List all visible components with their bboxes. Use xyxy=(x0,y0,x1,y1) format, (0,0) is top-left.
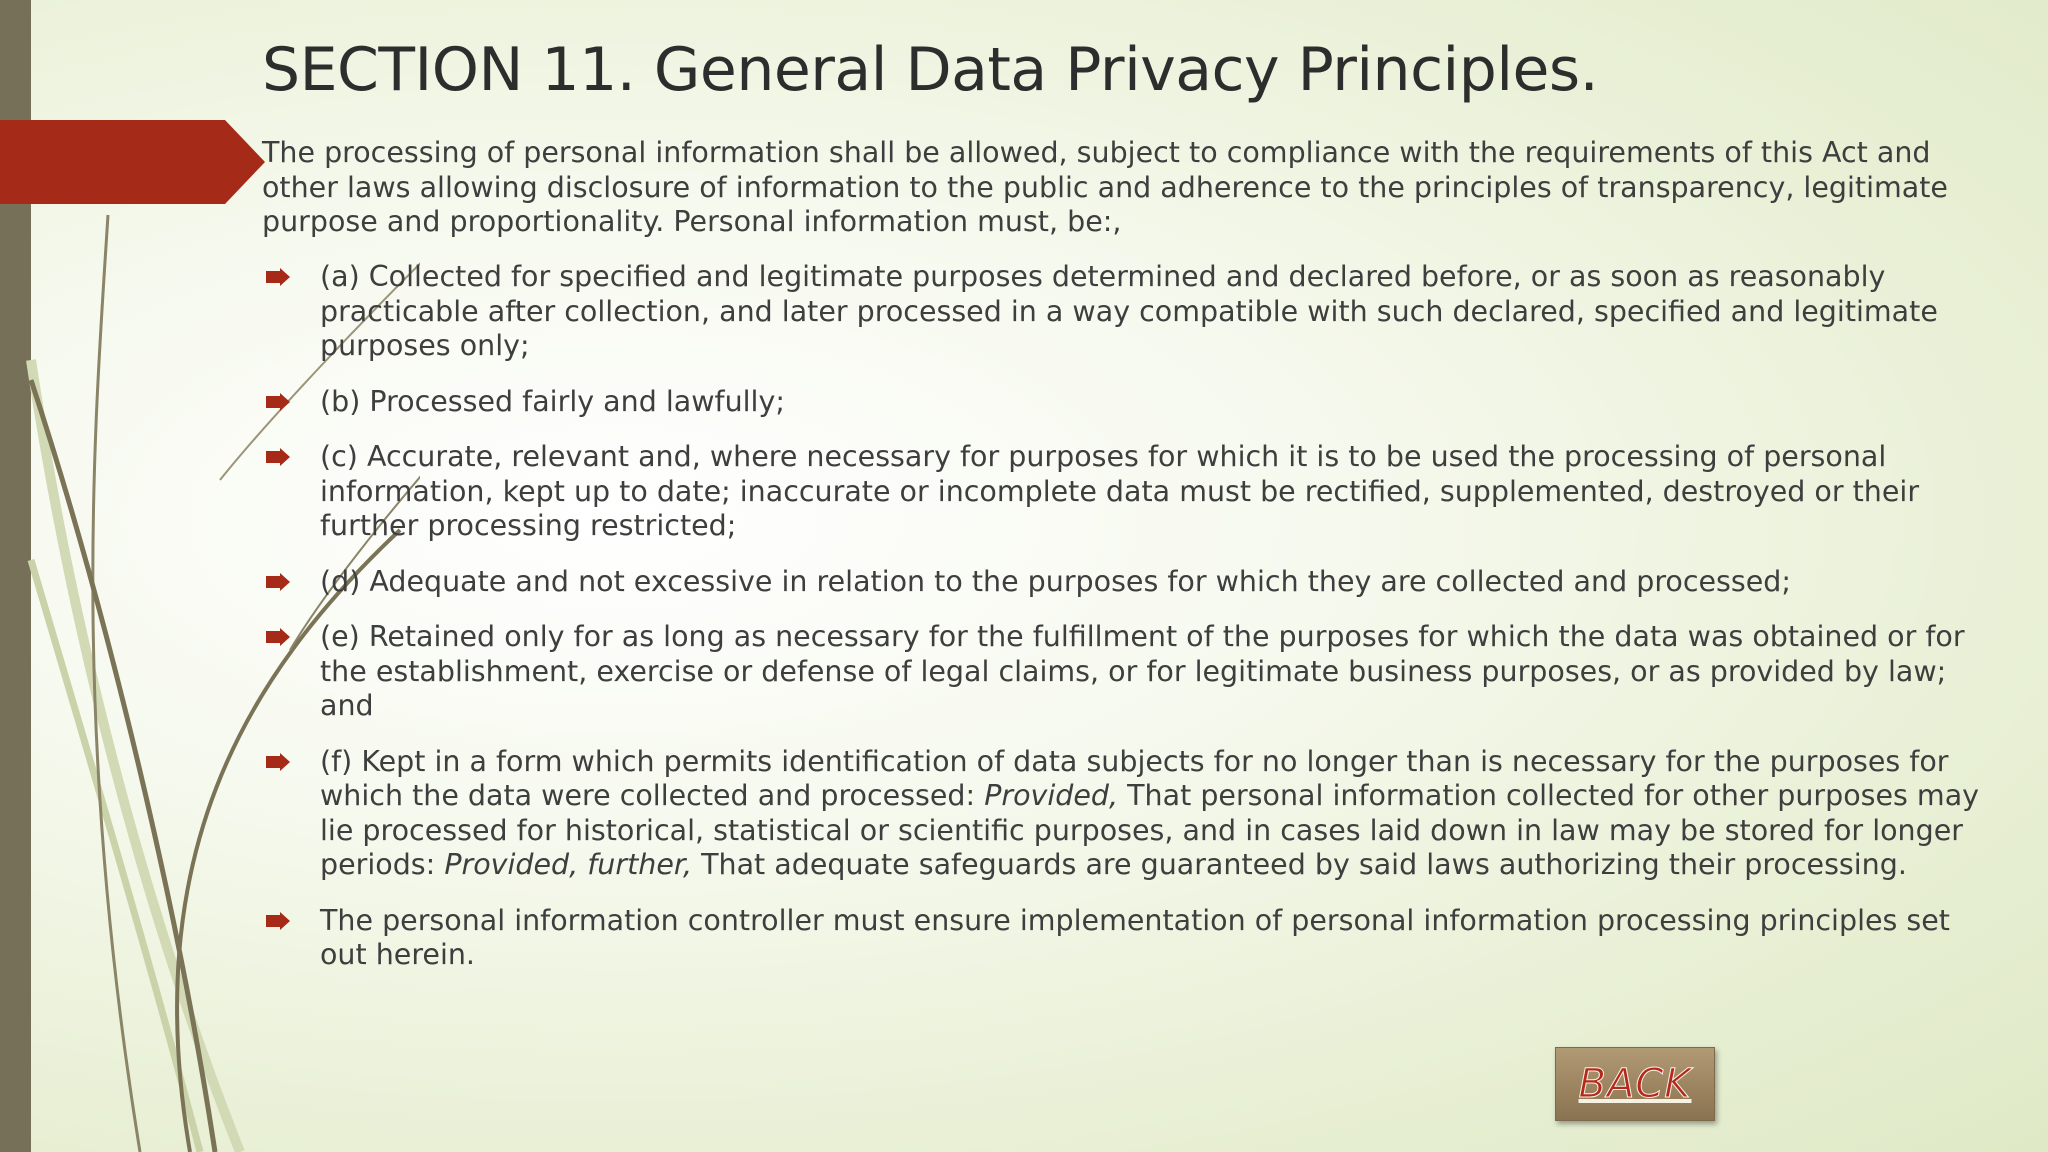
list-item xyxy=(262,385,2002,420)
list-item-text-part: That personal information collected for other purposes may lie processed for historical, statistical or scientific purposes, and in cases laid down in law may be stored for longer periods: xyxy=(320,779,1980,881)
back-button[interactable] xyxy=(1555,1047,1715,1121)
arrow-bullet-icon xyxy=(266,628,290,646)
principles-list xyxy=(262,260,2002,994)
list-item-text-part: (f) Kept in a form which permits identification of data subjects for no longer than is necessary for the purposes for which the data were collected and processed: xyxy=(320,744,1949,812)
back-button-label: BACK xyxy=(1578,1061,1692,1107)
list-item xyxy=(262,565,2002,600)
list-item-text: (c) Accurate, relevant and, where necessary for purposes for which it is to be used the processing of personal information, kept up to date; inaccurate or incomplete data must be rectified, supplemented, destroyed or their further processing restricted; xyxy=(320,440,1920,542)
slide-title: SECTION 11. General Data Privacy Principles. xyxy=(262,35,1599,106)
arrow-bullet-icon xyxy=(266,573,290,591)
list-item-text: (d) Adequate and not excessive in relation to the purposes for which they are collected and processed; xyxy=(320,564,1791,598)
proviso-text: Provided, further, xyxy=(444,848,693,881)
list-item-text: (b) Processed fairly and lawfully; xyxy=(320,384,785,418)
list-item-text: (a) Collected for specified and legitimate purposes determined and declared before, or as soon as reasonably practicable after collection, and later processed in a way compatible with such declared, specified and legitimate purposes only; xyxy=(320,260,1938,362)
proviso-text: Provided, xyxy=(984,779,1119,812)
title-arrow-tab xyxy=(0,120,265,204)
arrow-bullet-icon xyxy=(266,912,290,930)
list-item xyxy=(262,440,2002,544)
list-item xyxy=(262,620,2002,724)
list-item xyxy=(262,904,2002,973)
list-item-text-part: That adequate safeguards are guaranteed by said laws authorizing their processing. xyxy=(692,848,1907,881)
list-item-text: (e) Retained only for as long as necessary for the fulfillment of the purposes for which the data was obtained or for the establishment, exercise or defense of legal claims, or for legitimate business purposes, or as provided by law; and xyxy=(320,620,1965,722)
list-item-text: The personal information controller must ensure implementation of personal information processing principles set out herein. xyxy=(320,903,1950,971)
arrow-bullet-icon xyxy=(266,393,290,411)
list-item xyxy=(262,745,2002,883)
arrow-bullet-icon xyxy=(266,268,290,286)
arrow-bullet-icon xyxy=(266,753,290,771)
list-item-text xyxy=(320,745,1979,882)
arrow-bullet-icon xyxy=(266,448,290,466)
intro-paragraph: The processing of personal information shall be allowed, subject to compliance with the requirements of this Act and other laws allowing disclosure of information to the public and adherence to the principles of transparency, legitimate purpose and proportionality. Personal information must, be:, xyxy=(262,136,1948,238)
list-item xyxy=(262,260,2002,364)
